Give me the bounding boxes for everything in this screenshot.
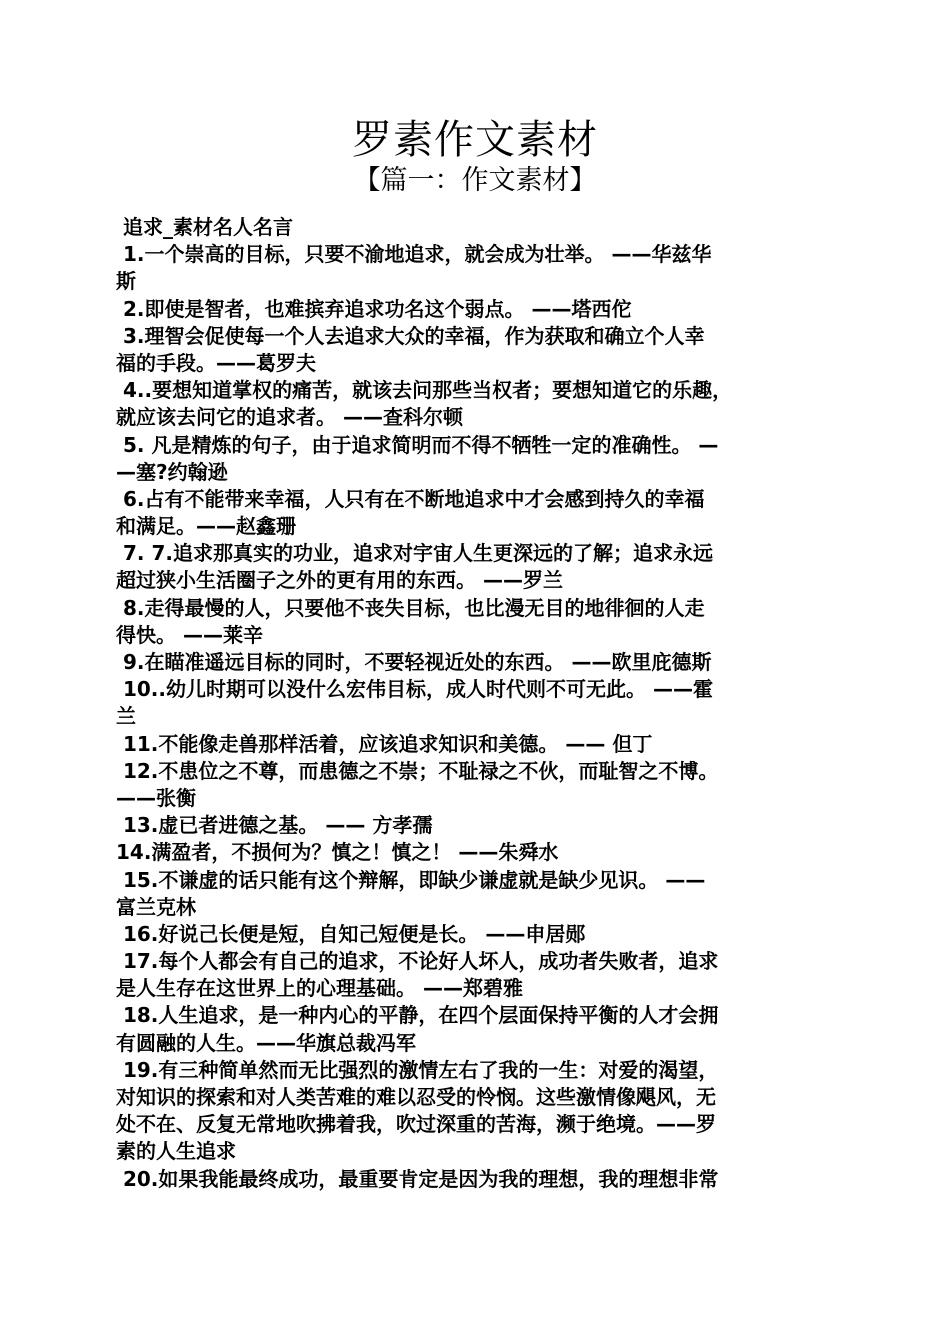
document-title: 罗素作文素材 <box>352 117 598 163</box>
text-line: 16.好说己长便是短，自知己短便是长。 ——申居郧 <box>116 921 586 946</box>
text-line: 18.人生追求，是一种内心的平静，在四个层面保持平衡的人才会拥 <box>116 1003 719 1028</box>
text-line: 追求_素材名人名言 <box>116 215 293 239</box>
document-body <box>116 214 836 1193</box>
text-line: 4..要想知道掌权的痛苦，就该去问那些当权者；要想知道它的乐趣， <box>116 378 733 403</box>
text-line: 9.在瞄准遥远目标的同时，不要轻视近处的东西。 ——欧里庇德斯 <box>116 650 712 674</box>
text-line: 福的手段。——葛罗夫 <box>116 350 316 375</box>
text-line: 得快。 ——莱辛 <box>116 622 263 647</box>
text-line: —塞?约翰逊 <box>116 459 228 484</box>
text-line: 超过狭小生活圈子之外的更有用的东西。 ——罗兰 <box>116 568 563 593</box>
text-line: 兰 <box>116 704 136 729</box>
text-line: 7. 7.追求那真实的功业，追求对宇宙人生更深远的了解；追求永远 <box>116 541 713 566</box>
text-line: 斯 <box>116 269 136 294</box>
document-subtitle: 【篇一：作文素材】 <box>353 165 597 196</box>
text-line: 15.不谦虚的话只能有这个辩解，即缺少谦虚就是缺少见识。 —— <box>116 867 706 892</box>
text-line: 就应该去问它的追求者。 ——查科尔顿 <box>116 405 463 430</box>
text-line: 3.理智会促使每一个人去追求大众的幸福，作为获取和确立个人幸 <box>116 323 705 348</box>
text-line: 处不在、反复无常地吹拂着我，吹过深重的苦海，濒于绝境。——罗 <box>116 1112 716 1137</box>
text-line: 8.走得最慢的人，只要他不丧失目标，也比漫无目的地徘徊的人走 <box>116 595 705 620</box>
text-line: 12.不患位之不尊，而患德之不崇；不耻禄之不伙，而耻智之不博。 <box>116 758 719 783</box>
text-line: 6.占有不能带来幸福，人只有在不断地追求中才会感到持久的幸福 <box>116 486 705 511</box>
text-line: 13.虚已者进德之基。 —— 方孝孺 <box>116 813 433 838</box>
text-line: 14.满盈者，不损何为？慎之！慎之！ ——朱舜水 <box>116 840 559 865</box>
text-line: 1.一个崇高的目标，只要不渝地追求，就会成为壮举。 ——华兹华 <box>116 242 712 267</box>
text-line: 2.即使是智者，也难摈弃追求功名这个弱点。 ——塔西佗 <box>116 296 632 321</box>
text-line: 富兰克林 <box>116 894 196 919</box>
text-line: 对知识的探索和对人类苦难的难以忍受的怜悯。这些激情像飓风，无 <box>116 1085 716 1109</box>
text-line: 11.不能像走兽那样活着，应该追求知识和美德。 —— 但丁 <box>116 731 653 756</box>
text-line: 和满足。——赵鑫珊 <box>116 514 296 539</box>
text-line: 19.有三种简单然而无比强烈的激情左右了我的一生：对爱的渴望， <box>116 1057 719 1082</box>
text-line: 5. 凡是精炼的句子，由于追求简明而不得不牺牲一定的准确性。 — <box>116 432 719 457</box>
text-line: 是人生存在这世界上的心理基础。 ——郑碧雅 <box>116 976 523 1001</box>
text-line: 素的人生追求 <box>116 1139 236 1164</box>
text-line: 有圆融的人生。——华旗总裁冯军 <box>116 1030 416 1055</box>
text-line: 20.如果我能最终成功，最重要肯定是因为我的理想，我的理想非常 <box>116 1166 719 1191</box>
text-line: 17.每个人都会有自己的追求，不论好人坏人，成功者失败者，追求 <box>116 949 719 974</box>
text-line: 10..幼儿时期可以没什么宏伟目标，成人时代则不可无此。 ——霍 <box>116 677 713 702</box>
text-line: ——张衡 <box>116 785 196 810</box>
